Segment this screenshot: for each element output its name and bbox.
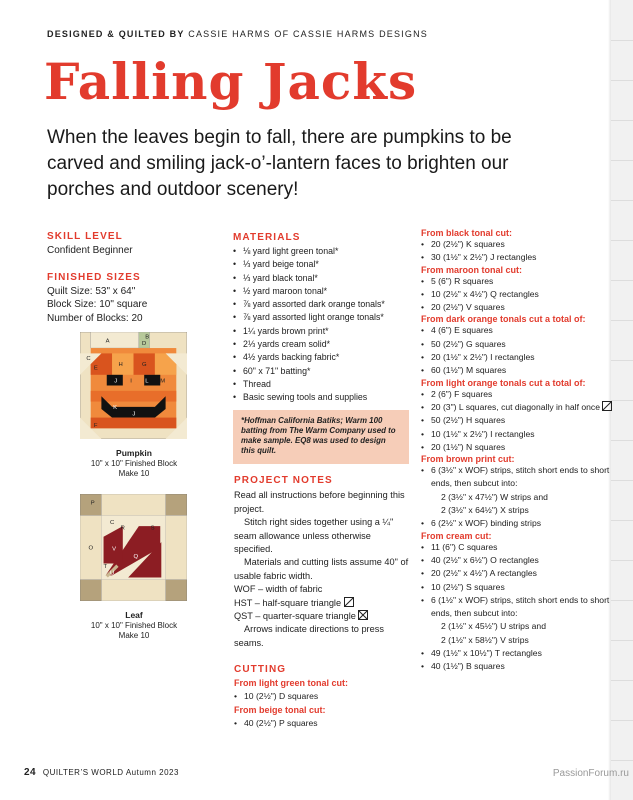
cut-dark-orange-label: From dark orange tonals cut a total of:	[421, 314, 586, 325]
subcut-item: 2 (1½" x 45½") U strips and	[441, 621, 546, 632]
hst-icon	[344, 597, 354, 607]
pumpkin-name: Pumpkin	[116, 448, 152, 458]
cut-item: • 50 (2½") H squares	[421, 414, 613, 427]
cut-item: • 20 (2½") V squares	[421, 301, 613, 314]
material-item: • Thread	[233, 378, 409, 391]
project-notes-section	[234, 474, 410, 730]
page-title: Falling Jacks	[44, 52, 418, 111]
qst-icon	[358, 610, 368, 620]
cut-item: • 60 (1½") M squares	[421, 364, 613, 377]
leaf-size: 10" x 10" Finished Block	[90, 621, 178, 630]
leaf-label-v	[112, 547, 116, 553]
pumpkin-label-b	[145, 334, 149, 340]
qst-definition: QST – quarter-square triangle	[234, 610, 410, 623]
cutting-heading: CUTTING	[234, 664, 287, 676]
materials-section	[233, 232, 409, 405]
cut-item: • 11 (6") C squares	[421, 541, 613, 554]
material-item: • 4½ yards backing fabric*	[233, 351, 409, 364]
sizes-heading: FINISHED SIZES	[47, 272, 141, 283]
leaf-name: Leaf	[125, 610, 143, 620]
cut-item: • 40 (2½") P squares	[234, 717, 318, 728]
materials-heading: MATERIALS	[233, 232, 301, 243]
cut-item: • 2 (6") F squares	[421, 388, 613, 401]
cut-item: • 5 (6") R squares	[421, 275, 613, 288]
cut-brown-label: From brown print cut:	[421, 454, 515, 465]
hst-definition: HST – half-square triangle	[234, 597, 410, 610]
page-number: 24	[24, 767, 37, 778]
leaf-label-p	[91, 501, 95, 507]
pumpkin-label-d	[142, 341, 146, 347]
skill-heading: SKILL LEVEL	[47, 231, 123, 242]
cut-item: • 40 (1½") B squares	[421, 660, 613, 673]
block-count: Number of Blocks: 20	[47, 312, 143, 324]
pumpkin-label-f	[94, 423, 98, 429]
leaf-label-q	[134, 554, 139, 560]
brick-wall-edge	[611, 0, 633, 800]
cut-item: • 10 (2½") S squares	[421, 581, 613, 594]
leaf-block-diagram	[80, 494, 187, 601]
material-item: • 60" x 71" batting*	[233, 365, 409, 378]
pumpkin-label-k	[113, 405, 117, 411]
material-item: • ⅛ yard light green tonal*	[233, 245, 409, 258]
quilt-size: Quilt Size: 53" x 64"	[47, 285, 136, 297]
cut-black-label: From black tonal cut:	[421, 228, 513, 238]
intro-paragraph: When the leaves begin to fall, there are pumpkins to be carved and smiling jack-o’-lantern faces to brighten our porches and outdoor scenery!	[47, 127, 512, 200]
hst-icon	[602, 401, 612, 411]
subcut-item: 2 (3½" x 47½") W strips and	[441, 491, 548, 502]
cut-item: • 10 (2½") D squares	[234, 691, 319, 702]
cut-item: • 20 (2½") K squares	[421, 238, 613, 251]
project-notes-heading: PROJECT NOTES	[234, 475, 333, 486]
pumpkin-size: 10" x 10" Finished Block	[90, 459, 178, 468]
cut-item: • 20 (1½" x 2½") I rectangles	[421, 351, 613, 364]
left-column	[47, 230, 207, 325]
note-paragraph: Materials and cutting lists assume 40" of usable fabric width.	[234, 557, 409, 581]
watermark: PassionForum.ru	[552, 768, 629, 779]
material-item: • 2⅓ yards cream solid*	[233, 338, 409, 351]
pumpkin-label-m	[160, 378, 165, 384]
leaf-label-u	[110, 570, 114, 576]
leaf-caption	[64, 610, 204, 641]
cut-cream-label: From cream cut:	[421, 530, 492, 541]
cut-item: • 50 (2½") G squares	[421, 338, 613, 351]
note-paragraph: Arrows indicate directions to press seams.	[234, 624, 384, 648]
leaf-label-c	[110, 520, 115, 526]
pumpkin-label-a	[106, 339, 110, 345]
cut-item: • 49 (1½" x 10½") T rectangles	[421, 647, 613, 660]
pumpkin-label-l	[145, 378, 149, 384]
block-size: Block Size: 10" square	[47, 299, 148, 310]
pumpkin-label-i	[130, 378, 132, 384]
page-footer	[24, 767, 179, 778]
sponsor-note: *Hoffman California Batiks; Warm 100 batting from The Warm Company used to make sample. EQ8 was used to design this quilt.	[241, 416, 396, 455]
pumpkin-label-c	[86, 356, 91, 362]
note-paragraph: Stitch right sides together using a ¼" seam allowance unless otherwise specified.	[234, 517, 394, 555]
pumpkin-block-diagram	[80, 332, 187, 439]
leaf-make: Make 10	[118, 631, 150, 640]
cut-green-label: From light green tonal cut:	[234, 677, 348, 688]
subcut-item: 2 (3½" x 64½") X strips	[441, 505, 529, 516]
subcut-item: 2 (1½" x 58½") V strips	[441, 634, 529, 645]
cut-maroon-label: From maroon tonal cut:	[421, 264, 522, 275]
pumpkin-label-g	[142, 362, 147, 368]
cut-item: • 20 (2½" x 4½") A rectangles	[421, 567, 613, 580]
sponsor-note-box	[233, 410, 409, 464]
material-item: • ⅓ yard beige tonal*	[233, 258, 409, 271]
cut-item: • 4 (6") E squares	[421, 324, 613, 337]
designer-credit: DESIGNED & QUILTED BY CASSIE HARMS OF CASSIE HARMS DESIGNS	[47, 29, 428, 39]
material-item: • ⅞ yard assorted light orange tonals*	[233, 311, 409, 324]
cut-item: • 6 (2½" x WOF) binding strips	[421, 517, 613, 530]
pumpkin-label-h	[119, 362, 123, 368]
pumpkin-label-j	[114, 378, 117, 384]
cut-light-orange-label: From light orange tonals cut a total of:	[421, 377, 586, 388]
leaf-label-r	[121, 525, 125, 531]
pumpkin-make: Make 10	[118, 469, 150, 478]
cut-item: • 30 (1½" x 2½") J rectangles	[421, 251, 613, 264]
leaf-label-o	[89, 546, 94, 552]
cut-item: • 10 (1½" x 2½") I rectangles	[421, 428, 613, 441]
magazine-name: QUILTER’S WORLD	[42, 768, 124, 777]
cut-beige-label: From beige tonal cut:	[234, 704, 326, 715]
pumpkin-label-j2	[132, 411, 135, 417]
leaf-label-t	[104, 564, 108, 570]
material-item: • ½ yard maroon tonal*	[233, 285, 409, 298]
wof-definition: WOF – width of fabric	[234, 584, 323, 595]
materials-list	[233, 245, 409, 405]
pumpkin-label-e	[94, 365, 98, 371]
cut-item: • 20 (1½") N squares	[421, 441, 613, 454]
material-item: • ⅓ yard black tonal*	[233, 272, 409, 285]
material-item: • 1¼ yards brown print*	[233, 325, 409, 338]
material-item: • Basic sewing tools and supplies	[233, 391, 409, 404]
cut-item: • 40 (2½" x 6½") O rectangles	[421, 554, 613, 567]
cutting-column	[421, 228, 613, 674]
cut-item: • 10 (2½" x 4½") Q rectangles	[421, 288, 613, 301]
material-item: • ⅞ yard assorted dark orange tonals*	[233, 298, 409, 311]
cut-item: • 6 (3½" x WOF) strips, stitch short ends to short ends, then subcut into:	[421, 464, 613, 491]
pumpkin-caption	[64, 448, 204, 479]
skill-value: Confident Beginner	[47, 244, 133, 256]
note-paragraph: Read all instructions before beginning this project.	[234, 490, 405, 514]
cut-item: • 20 (3") L squares, cut diagonally in half once	[421, 401, 613, 414]
cut-item: • 6 (1½" x WOF) strips, stitch short ends to short ends, then subcut into:	[421, 594, 613, 621]
issue-label: Autumn 2023	[125, 768, 179, 777]
leaf-label-s	[151, 525, 155, 531]
